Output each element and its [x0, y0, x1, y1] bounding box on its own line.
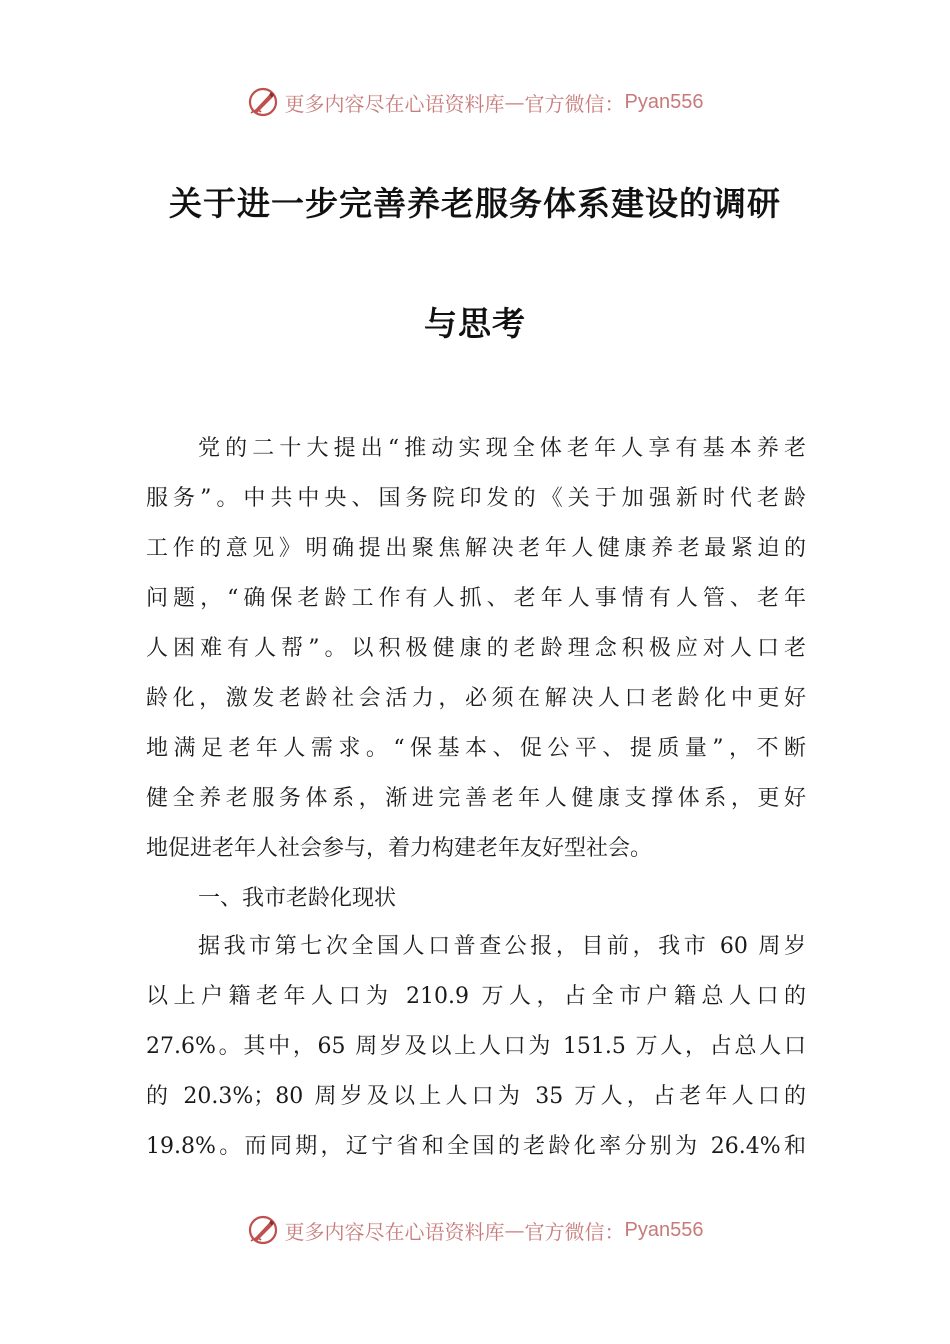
text-line: 的 20.3%；80 周岁及以上人口为 35 万人，占老年人口的: [146, 1084, 806, 1109]
watermark-header: [0, 82, 950, 122]
pen-logo-icon: [247, 86, 279, 118]
watermark-wechat-id: Pyan556: [624, 90, 704, 113]
text-line: 据我市第七次全国人口普查公报，目前，我市 60 周岁: [198, 934, 806, 959]
document-title-line1: 关于进一步完善养老服务体系建设的调研: [169, 184, 781, 223]
watermark-footer: [0, 1210, 950, 1250]
watermark-label: 官方微信：: [524, 91, 625, 116]
text-line: 健全养老服务体系，渐进完善老年人健康支撑体系，更好: [146, 786, 806, 811]
text-line: 地满足老年人需求。“保基本、促公平、提质量”，不断: [146, 736, 806, 761]
watermark-separator: —: [504, 90, 525, 114]
text-line: 党的二十大提出“推动实现全体老年人享有基本养老: [198, 436, 806, 461]
watermark-text: 更多内容尽在心语资料库: [284, 91, 505, 116]
text-line: 问题，“确保老龄工作有人抓、老年人事情有人管、老年: [146, 586, 806, 611]
paragraph-intro: [146, 424, 806, 874]
section-heading: [146, 874, 806, 924]
text-line: 地促进老年人社会参与，着力构建老年友好型社会。: [146, 836, 653, 861]
text-line: 19.8%。而同期，辽宁省和全国的老龄化率分别为 26.4%和: [146, 1134, 806, 1159]
text-line: 27.6%。其中，65 周岁及以上人口为 151.5 万人，占总人口: [146, 1034, 806, 1059]
pen-logo-icon: [247, 1214, 279, 1246]
document-title-line2: 与思考: [424, 304, 526, 343]
watermark-separator: —: [504, 1218, 525, 1242]
text-line: 工作的意见》明确提出聚焦解决老年人健康养老最紧迫的: [146, 536, 806, 561]
watermark-text: 更多内容尽在心语资料库: [284, 1219, 505, 1244]
text-line: 龄化，激发老龄社会活力，必须在解决人口老龄化中更好: [146, 686, 806, 711]
paragraph-statistics: [146, 922, 806, 1172]
text-line: 以上户籍老年人口为 210.9 万人，占全市户籍总人口的: [146, 984, 806, 1009]
watermark-label: 官方微信：: [524, 1219, 625, 1244]
text-line: 服务”。中共中央、国务院印发的《关于加强新时代老龄: [146, 486, 806, 511]
section-heading-text: 一、我市老龄化现状: [198, 886, 397, 911]
text-line: 人困难有人帮”。以积极健康的老龄理念积极应对人口老: [146, 636, 806, 661]
watermark-wechat-id: Pyan556: [624, 1218, 704, 1241]
